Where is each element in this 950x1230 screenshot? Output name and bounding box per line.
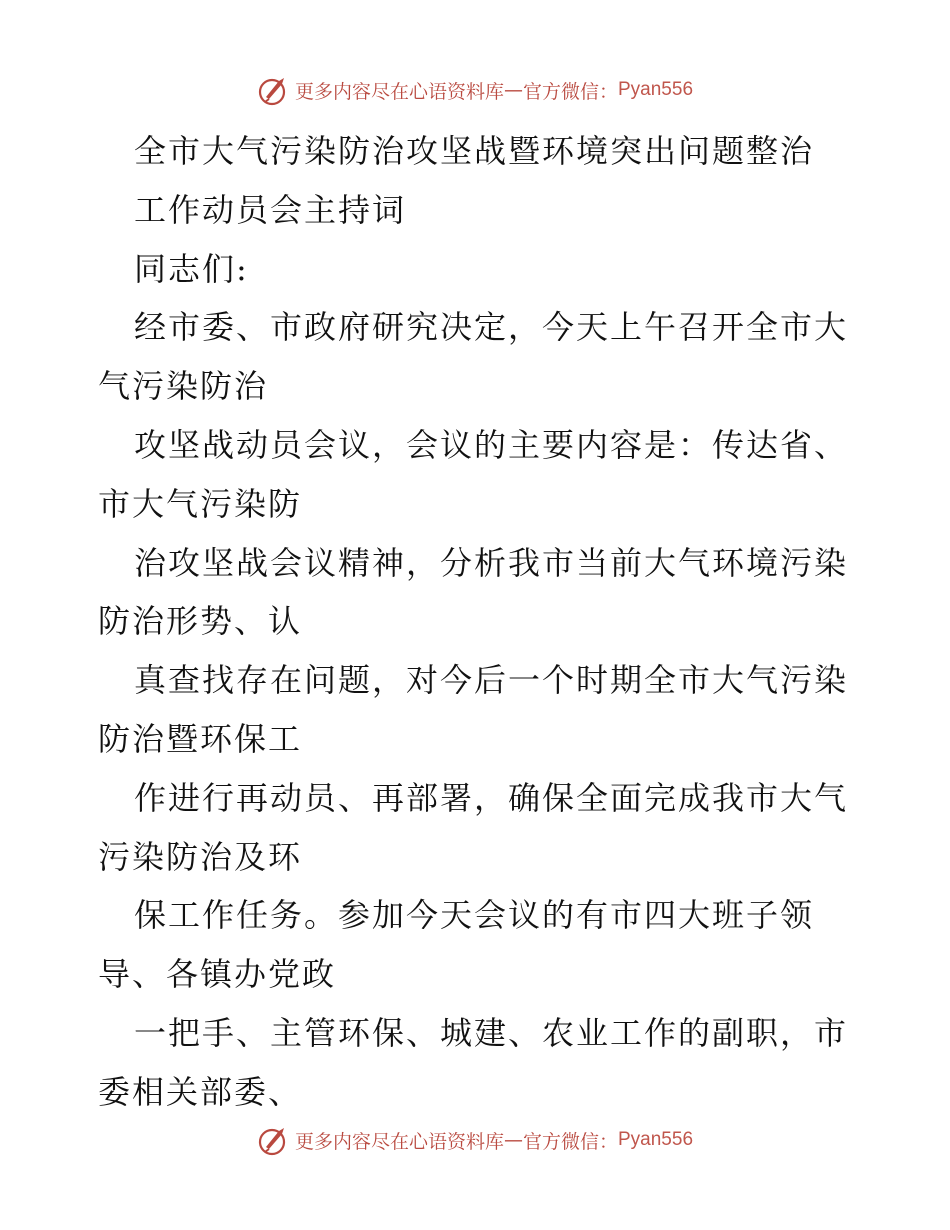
document-line: 攻坚战动员会议，会议的主要内容是：传达省、 [134, 425, 849, 464]
banner-wechat-id: Pyan556 [618, 1129, 694, 1150]
document-line: 真查找存在问题，对今后一个时期全市大气污染 [134, 661, 849, 700]
banner-dash: — [503, 1129, 523, 1151]
document-line: 防治形势、认 [98, 602, 303, 641]
document-line: 委相关部委、 [98, 1072, 303, 1111]
banner-site-text: 更多内容尽在心语资料库 [294, 1130, 504, 1153]
banner-wechat-label: 官方微信： [522, 1130, 618, 1153]
banner-dash: — [503, 79, 523, 101]
document-body [98, 122, 858, 1122]
banner-wechat-label: 官方微信： [522, 80, 618, 103]
banner-wechat-id: Pyan556 [618, 79, 694, 100]
document-line: 市大气污染防 [98, 484, 303, 523]
document-line: 保工作任务。参加今天会议的有市四大班子领 [134, 896, 815, 935]
banner-site-text: 更多内容尽在心语资料库 [294, 80, 504, 103]
document-line: 治攻坚战会议精神，分析我市当前大气环境污染 [134, 543, 849, 582]
quill-pen-icon [257, 73, 291, 107]
quill-pen-icon [257, 1123, 291, 1157]
header-watermark-banner [0, 70, 950, 110]
document-line: 一把手、主管环保、城建、农业工作的副职，市 [134, 1013, 849, 1052]
document-line: 同志们: [134, 249, 249, 288]
document-line: 工作动员会主持词 [134, 190, 407, 229]
document-line: 全市大气污染防治攻坚战暨环境突出问题整治 [134, 132, 815, 170]
document-line: 导、各镇办党政 [98, 955, 337, 994]
footer-watermark-banner [0, 1120, 950, 1160]
document-line: 作进行再动员、再部署，确保全面完成我市大气 [134, 778, 849, 817]
document-line: 污染防治及环 [98, 837, 303, 876]
document-line: 防治暨环保工 [98, 719, 303, 758]
document-line: 经市委、市政府研究决定，今天上午召开全市大 [134, 308, 849, 347]
document-line: 气污染防治 [98, 367, 269, 406]
